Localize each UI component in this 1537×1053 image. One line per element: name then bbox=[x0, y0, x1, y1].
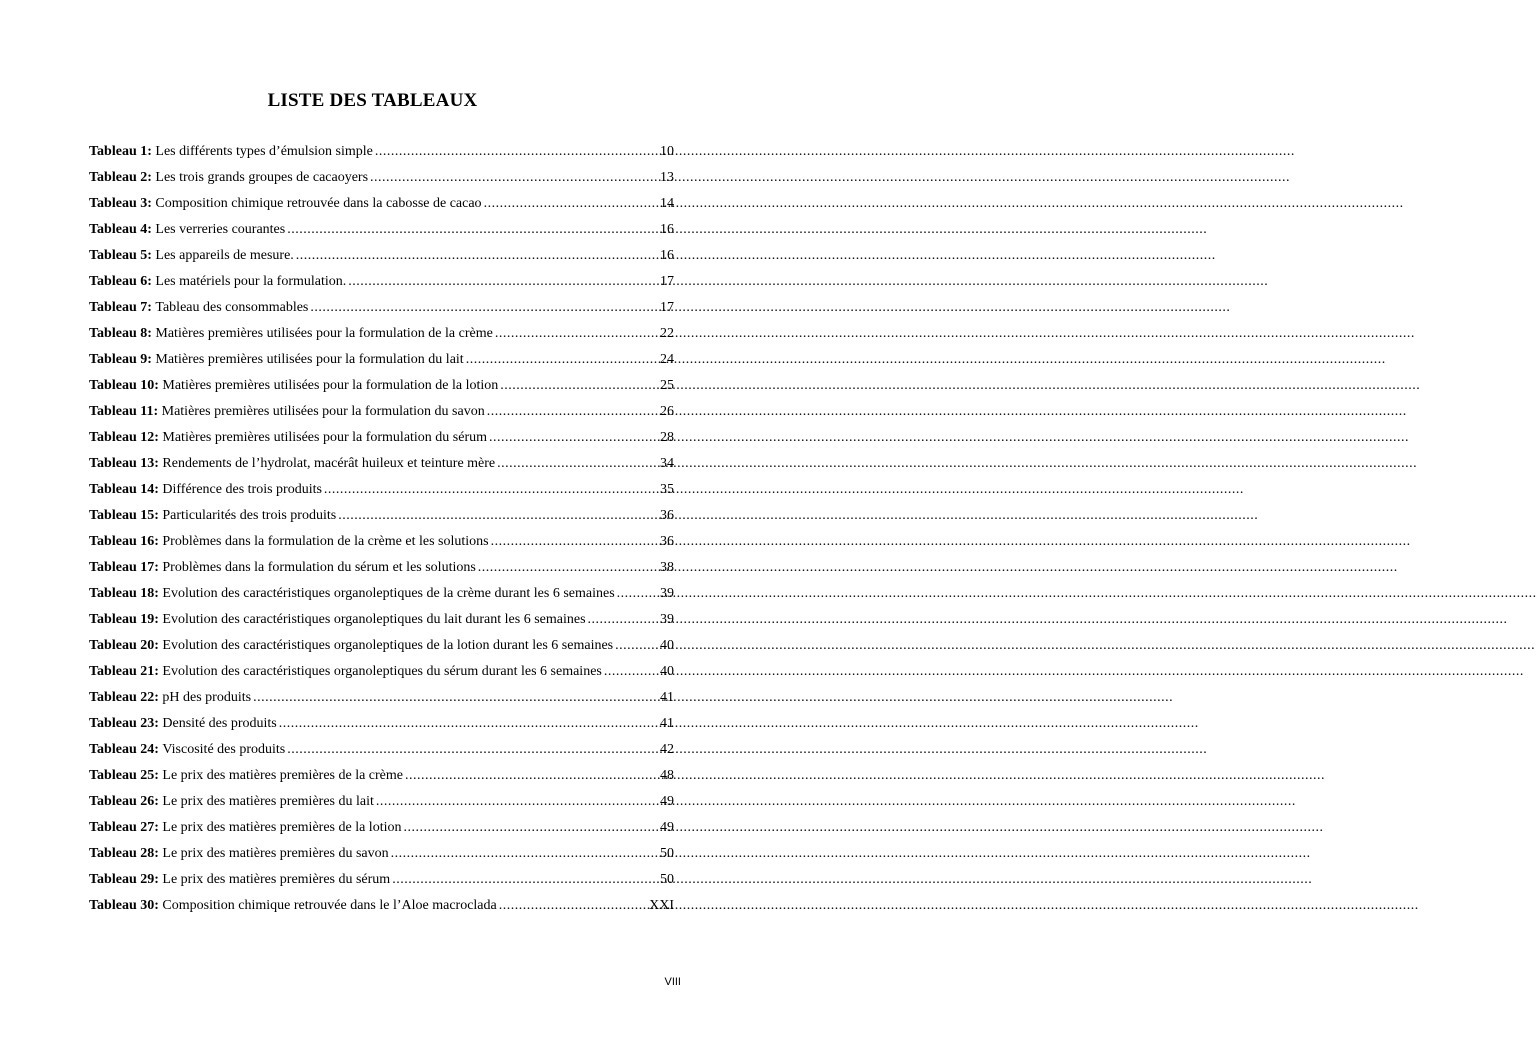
toc-entry-page: 38 bbox=[660, 560, 674, 575]
toc-entry[interactable] bbox=[89, 714, 674, 740]
toc-entry-page: 26 bbox=[660, 404, 674, 419]
toc-entry-page: 49 bbox=[660, 794, 674, 809]
toc-entry[interactable] bbox=[89, 766, 674, 792]
toc-entry-title: Matières premières utilisées pour la formulation du lait bbox=[155, 352, 464, 367]
toc-entry-title: Problèmes dans la formulation de la crème et les solutions bbox=[162, 534, 489, 549]
dot-leader bbox=[324, 480, 658, 500]
toc-entry-page: 42 bbox=[660, 742, 674, 757]
toc-entry-title: Le prix des matières premières du savon bbox=[162, 846, 389, 861]
toc-entry-title: Problèmes dans la formulation du sérum et les solutions bbox=[162, 560, 476, 575]
toc-entry-page: 34 bbox=[660, 456, 674, 471]
toc-entry[interactable] bbox=[89, 454, 674, 480]
dot-leader bbox=[310, 298, 658, 318]
toc-entry-label: Tableau 29: bbox=[89, 872, 159, 887]
toc-entry-title: Les matériels pour la formulation. bbox=[155, 274, 347, 289]
page-title: LISTE DES TABLEAUX bbox=[267, 90, 478, 111]
toc-entry-title: pH des produits bbox=[162, 690, 252, 705]
toc-entry-page: 40 bbox=[660, 664, 674, 679]
toc-entry-label: Tableau 16: bbox=[89, 534, 159, 549]
toc-entry-title: Les verreries courantes bbox=[155, 222, 286, 237]
toc-entry-label: Tableau 26: bbox=[89, 794, 159, 809]
toc-entry-label: Tableau 6: bbox=[89, 274, 152, 289]
toc-entry-page: 35 bbox=[660, 482, 674, 497]
dot-leader bbox=[348, 272, 658, 292]
table-list bbox=[89, 142, 674, 922]
toc-entry-page: 36 bbox=[660, 508, 674, 523]
dot-leader bbox=[615, 636, 658, 656]
toc-entry-title: Evolution des caractéristiques organoleptiques de la lotion durant les 6 semaines bbox=[162, 638, 614, 653]
toc-entry-page: 17 bbox=[660, 274, 674, 289]
toc-entry[interactable] bbox=[89, 376, 674, 402]
toc-entry-title: Particularités des trois produits bbox=[162, 508, 337, 523]
toc-entry-page: 24 bbox=[660, 352, 674, 367]
toc-entry-label: Tableau 22: bbox=[89, 690, 159, 705]
toc-entry[interactable] bbox=[89, 298, 674, 324]
toc-entry-page: 10 bbox=[660, 144, 674, 159]
dot-leader bbox=[405, 766, 658, 786]
toc-entry-page: 16 bbox=[660, 248, 674, 263]
toc-entry[interactable] bbox=[89, 818, 674, 844]
toc-entry-label: Tableau 18: bbox=[89, 586, 159, 601]
toc-entry-page: 41 bbox=[660, 690, 674, 705]
toc-entry[interactable] bbox=[89, 532, 674, 558]
toc-entry[interactable] bbox=[89, 220, 674, 246]
toc-entry[interactable] bbox=[89, 506, 674, 532]
toc-entry-title: Matières premières utilisées pour la formulation du sérum bbox=[162, 430, 488, 445]
toc-entry-title: Tableau des consommables bbox=[155, 300, 309, 315]
dot-leader bbox=[338, 506, 658, 526]
toc-entry-label: Tableau 10: bbox=[89, 378, 159, 393]
toc-entry[interactable] bbox=[89, 792, 674, 818]
toc-entry-title: Les différents types d’émulsion simple bbox=[155, 144, 373, 159]
toc-entry-page: 41 bbox=[660, 716, 674, 731]
toc-entry-title: Matières premières utilisées pour la formulation du savon bbox=[161, 404, 485, 419]
dot-leader bbox=[617, 584, 658, 604]
toc-entry-page: 49 bbox=[660, 820, 674, 835]
dot-leader bbox=[478, 558, 658, 578]
dot-leader bbox=[375, 142, 658, 162]
dot-leader bbox=[296, 246, 658, 266]
dot-leader bbox=[495, 324, 658, 344]
toc-entry[interactable] bbox=[89, 844, 674, 870]
dot-leader bbox=[279, 714, 658, 734]
toc-entry[interactable] bbox=[89, 740, 674, 766]
dot-leader bbox=[391, 844, 658, 864]
toc-entry-page: 28 bbox=[660, 430, 674, 445]
toc-entry-title: Rendements de l’hydrolat, macérât huileux et teinture mère bbox=[162, 456, 496, 471]
dot-leader bbox=[403, 818, 658, 838]
toc-entry-title: Les trois grands groupes de cacaoyers bbox=[155, 170, 369, 185]
toc-entry[interactable] bbox=[89, 168, 674, 194]
toc-entry-label: Tableau 8: bbox=[89, 326, 152, 341]
toc-entry-page: 25 bbox=[660, 378, 674, 393]
toc-entry-page: 39 bbox=[660, 612, 674, 627]
toc-entry[interactable] bbox=[89, 350, 674, 376]
toc-entry[interactable] bbox=[89, 142, 674, 168]
dot-leader bbox=[253, 688, 658, 708]
dot-leader bbox=[588, 610, 658, 630]
toc-entry-page: 16 bbox=[660, 222, 674, 237]
dot-leader bbox=[497, 454, 658, 474]
toc-entry-page: 40 bbox=[660, 638, 674, 653]
toc-entry[interactable] bbox=[89, 558, 674, 584]
toc-entry-title: Evolution des caractéristiques organoleptiques du lait durant les 6 semaines bbox=[162, 612, 586, 627]
toc-entry[interactable] bbox=[89, 870, 674, 896]
toc-entry-page: 13 bbox=[660, 170, 674, 185]
toc-entry-label: Tableau 12: bbox=[89, 430, 159, 445]
toc-entry-title: Evolution des caractéristiques organoleptiques de la crème durant les 6 semaines bbox=[162, 586, 615, 601]
toc-entry[interactable] bbox=[89, 896, 674, 922]
toc-entry[interactable] bbox=[89, 402, 674, 428]
toc-entry-label: Tableau 9: bbox=[89, 352, 152, 367]
toc-entry-title: Matières premières utilisées pour la formulation de la crème bbox=[155, 326, 493, 341]
dot-leader bbox=[489, 428, 658, 448]
toc-entry[interactable] bbox=[89, 480, 674, 506]
dot-leader bbox=[484, 194, 658, 214]
dot-leader bbox=[604, 662, 658, 682]
toc-entry[interactable] bbox=[89, 428, 674, 454]
toc-entry[interactable] bbox=[89, 246, 674, 272]
toc-entry-page: XXI bbox=[649, 898, 674, 913]
toc-entry-label: Tableau 14: bbox=[89, 482, 159, 497]
toc-entry-title: Le prix des matières premières de la lotion bbox=[162, 820, 402, 835]
toc-entry-label: Tableau 4: bbox=[89, 222, 152, 237]
toc-entry-label: Tableau 24: bbox=[89, 742, 159, 757]
toc-entry-label: Tableau 15: bbox=[89, 508, 159, 523]
toc-entry-label: Tableau 27: bbox=[89, 820, 159, 835]
toc-entry-label: Tableau 25: bbox=[89, 768, 159, 783]
toc-entry[interactable] bbox=[89, 610, 674, 636]
dot-leader bbox=[466, 350, 658, 370]
toc-entry-label: Tableau 11: bbox=[89, 404, 159, 419]
toc-entry-title: Densité des produits bbox=[162, 716, 277, 731]
toc-entry-title: Le prix des matières premières du sérum bbox=[162, 872, 391, 887]
toc-entry[interactable] bbox=[89, 636, 674, 662]
toc-entry-page: 14 bbox=[660, 196, 674, 211]
dot-leader bbox=[499, 896, 647, 916]
toc-entry-label: Tableau 5: bbox=[89, 248, 152, 263]
dot-leader bbox=[370, 168, 658, 188]
page-number: VIII bbox=[664, 976, 681, 988]
toc-entry[interactable] bbox=[89, 688, 674, 714]
toc-entry[interactable] bbox=[89, 324, 674, 350]
toc-entry-label: Tableau 20: bbox=[89, 638, 159, 653]
toc-entry-page: 48 bbox=[660, 768, 674, 783]
toc-entry-title: Composition chimique retrouvée dans la cabosse de cacao bbox=[155, 196, 482, 211]
dot-leader bbox=[500, 376, 658, 396]
toc-entry-title: Le prix des matières premières du lait bbox=[162, 794, 374, 809]
toc-entry-title: Viscosité des produits bbox=[162, 742, 286, 757]
toc-entry-label: Tableau 2: bbox=[89, 170, 152, 185]
dot-leader bbox=[487, 402, 658, 422]
toc-entry-label: Tableau 17: bbox=[89, 560, 159, 575]
toc-entry-label: Tableau 1: bbox=[89, 144, 152, 159]
toc-entry-label: Tableau 30: bbox=[89, 898, 159, 913]
toc-entry-page: 17 bbox=[660, 300, 674, 315]
dot-leader bbox=[287, 740, 658, 760]
toc-entry-title: Evolution des caractéristiques organoleptiques du sérum durant les 6 semaines bbox=[162, 664, 602, 679]
toc-entry-label: Tableau 23: bbox=[89, 716, 159, 731]
toc-entry-title: Composition chimique retrouvée dans le l’Aloe macroclada bbox=[162, 898, 497, 913]
toc-entry-page: 50 bbox=[660, 846, 674, 861]
toc-entry-label: Tableau 28: bbox=[89, 846, 159, 861]
toc-entry-label: Tableau 7: bbox=[89, 300, 152, 315]
toc-entry[interactable] bbox=[89, 584, 674, 610]
toc-entry-page: 39 bbox=[660, 586, 674, 601]
toc-entry[interactable] bbox=[89, 194, 674, 220]
toc-entry-label: Tableau 21: bbox=[89, 664, 159, 679]
toc-entry[interactable] bbox=[89, 662, 674, 688]
toc-entry-title: Matières premières utilisées pour la formulation de la lotion bbox=[162, 378, 499, 393]
dot-leader bbox=[287, 220, 658, 240]
dot-leader bbox=[376, 792, 658, 812]
toc-entry-page: 50 bbox=[660, 872, 674, 887]
toc-entry-page: 36 bbox=[660, 534, 674, 549]
toc-entry-title: Les appareils de mesure. bbox=[155, 248, 294, 263]
dot-leader bbox=[491, 532, 658, 552]
toc-entry-label: Tableau 13: bbox=[89, 456, 159, 471]
toc-entry-label: Tableau 19: bbox=[89, 612, 159, 627]
toc-entry-label: Tableau 3: bbox=[89, 196, 152, 211]
dot-leader bbox=[392, 870, 658, 890]
toc-entry-title: Le prix des matières premières de la crème bbox=[162, 768, 403, 783]
toc-entry[interactable] bbox=[89, 272, 674, 298]
toc-entry-title: Différence des trois produits bbox=[162, 482, 322, 497]
toc-entry-page: 22 bbox=[660, 326, 674, 341]
